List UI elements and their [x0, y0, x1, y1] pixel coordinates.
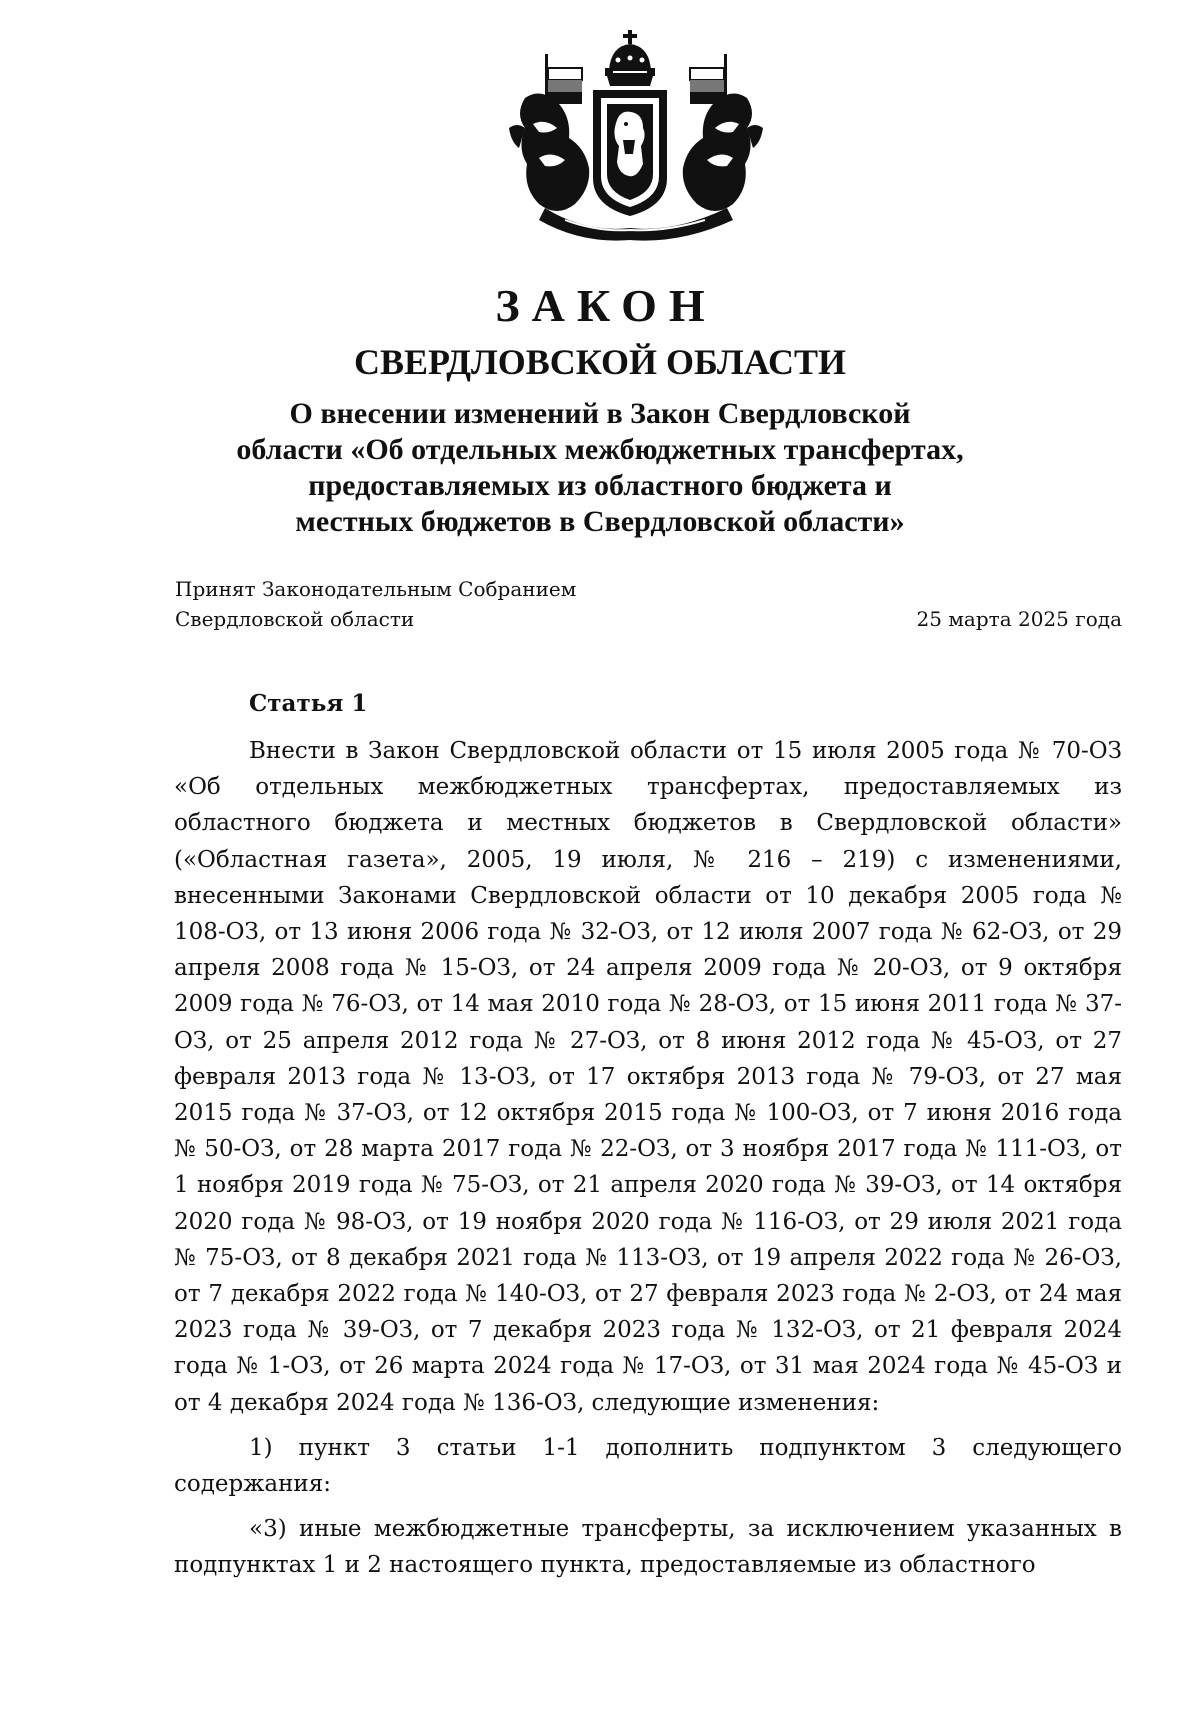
article-paragraph: 1) пункт 3 статьи 1-1 дополнить подпунктом 3 следующего содержания: [174, 1434, 1122, 1498]
law-subject-line: предоставляемых из областного бюджета и [308, 469, 892, 502]
law-subject-line: О внесении изменений в Закон Свердловской [289, 397, 911, 430]
adoption-statement [175, 574, 576, 634]
adoption-body-line: Принят Законодательным Собранием [175, 577, 577, 601]
article-heading: Статья 1 [249, 690, 368, 717]
sverdlovsk-coat-of-arms-icon [505, 28, 767, 246]
adoption-body-line: Свердловской области [175, 607, 415, 631]
document-type-title: ЗАКОН [495, 280, 717, 331]
article-paragraph: Внести в Закон Свердловской области от 15 июля 2005 года № 70-ОЗ «Об отдельных межбюджетных трансфертах, предоставляемых из областного бюджета и местных бюджетов в Свердловской области» («Областная газета», 2005, 19 июля, № 216 – 219) с изменениями, внесенными Законами Свердловской области от 10 декабря 2005 года № 108-ОЗ, от 13 июня 2006 года № 32-ОЗ, от 12 июля 2007 года № 62-ОЗ, от 29 апреля 2008 года № 15-ОЗ, от 24 апреля 2009 года № 20-ОЗ, от 9 октября 2009 года № 76-ОЗ, от 14 мая 2010 года № 28-ОЗ, от 15 июня 2011 года № 37-ОЗ, от 25 апреля 2012 года № 27-ОЗ, от 8 июня 2012 года № 45-ОЗ, от 27 февраля 2013 года № 13-ОЗ, от 17 октября 2013 года № 79-ОЗ, от 27 мая 2015 года № 37-ОЗ, от 12 октября 2015 года № 100-ОЗ, от 7 июня 2016 года № 50-ОЗ, от 28 марта 2017 года № 22-ОЗ, от 3 ноября 2017 года № 111-ОЗ, от 1 ноября 2019 года № 75-ОЗ, от 21 апреля 2020 года № 39-ОЗ, от 14 октября 2020 года № 98-ОЗ, от 19 ноября 2020 года № 116-ОЗ, от 29 июля 2021 года № 75-ОЗ, от 8 декабря 2021 года № 113-ОЗ, от 19 апреля 2022 года № 26-ОЗ, от 7 декабря 2022 года № 140-ОЗ, от 27 февраля 2023 года № 2-ОЗ, от 24 мая 2023 года № 39-ОЗ, от 7 декабря 2023 года № 132-ОЗ, от 21 февраля 2024 года № 1-ОЗ, от 26 марта 2024 года № 17-ОЗ, от 31 мая 2024 года № 45-ОЗ и от 4 декабря 2024 года № 136-ОЗ, следующие изменения: [174, 738, 1122, 1416]
adoption-date: 25 марта 2025 года [916, 607, 1122, 631]
law-subject-line: местных бюджетов в Свердловской области» [295, 505, 905, 538]
article-paragraph: «3) иные межбюджетные трансферты, за исключением указанных в подпунктах 1 и 2 настоящего пункта, предоставляемые из областного [174, 1516, 1122, 1579]
article-body [174, 733, 1122, 1584]
region-title: СВЕРДЛОВСКОЙ ОБЛАСТИ [354, 342, 846, 382]
law-subject-line: области «Об отдельных межбюджетных трансфертах, [236, 433, 964, 466]
law-subject-title [170, 396, 1030, 540]
